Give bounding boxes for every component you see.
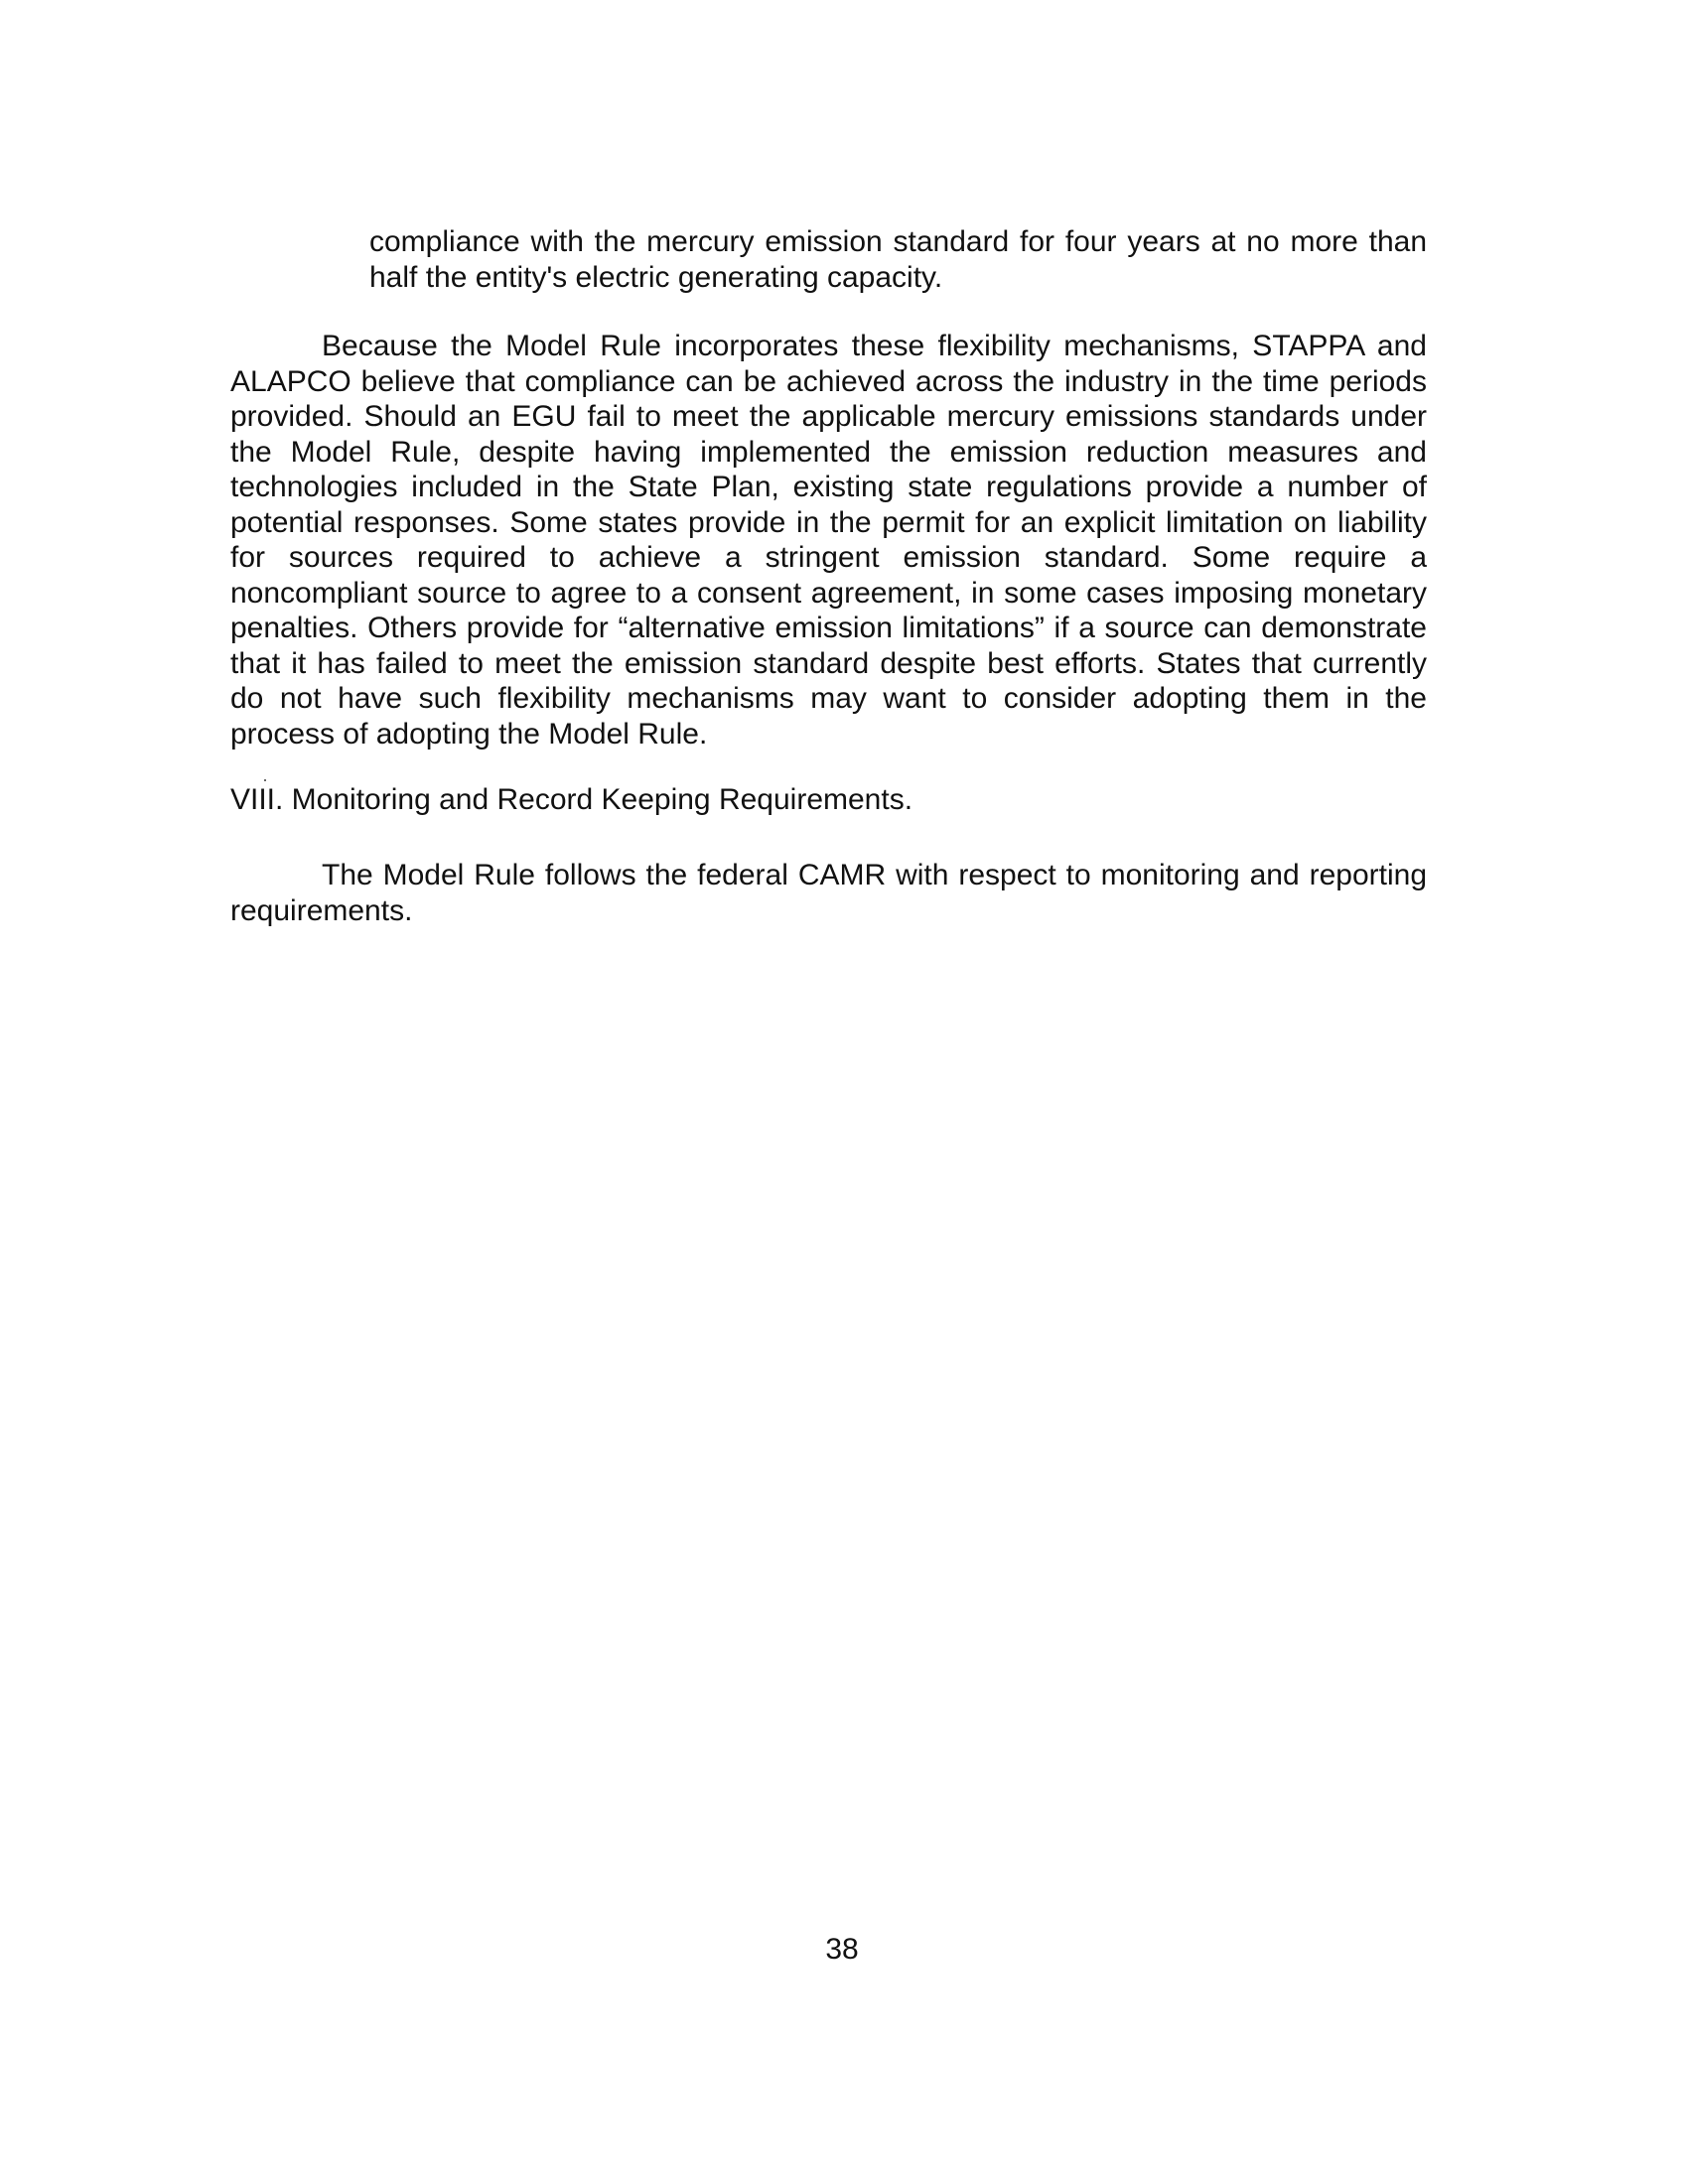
stray-mark [264, 779, 266, 781]
continuation-paragraph: compliance with the mercury emission standard for four years at no more than half the entity's electric generating capacity. [369, 225, 1427, 294]
monitoring-paragraph: The Model Rule follows the federal CAMR with respect to monitoring and reporting requirements. [230, 859, 1427, 927]
flexibility-paragraph: Because the Model Rule incorporates these flexibility mechanisms, STAPPA and ALAPCO believe that compliance can be achieved across the industry in the time periods provided. Should an EGU fail to meet the applicable mercury emissions standards under the Model Rule, despite having implemented the emission reduction measures and technologies included in the State Plan, existing state regulations provide a number of potential responses. Some states provide in the permit for an explicit limitation on liability for sources required to achieve a stringent emission standard. Some require a noncompliant source to agree to a consent agreement, in some cases imposing monetary penalties. Others provide for “alternative emission limitations” if a source can demonstrate that it has failed to meet the emission standard despite best efforts. States that currently do not have such flexibility mechanisms may want to consider adopting them in the process of adopting the Model Rule. [230, 330, 1427, 751]
section-heading: VIII. Monitoring and Record Keeping Requirements. [230, 783, 913, 816]
page-number: 38 [825, 1933, 859, 1966]
